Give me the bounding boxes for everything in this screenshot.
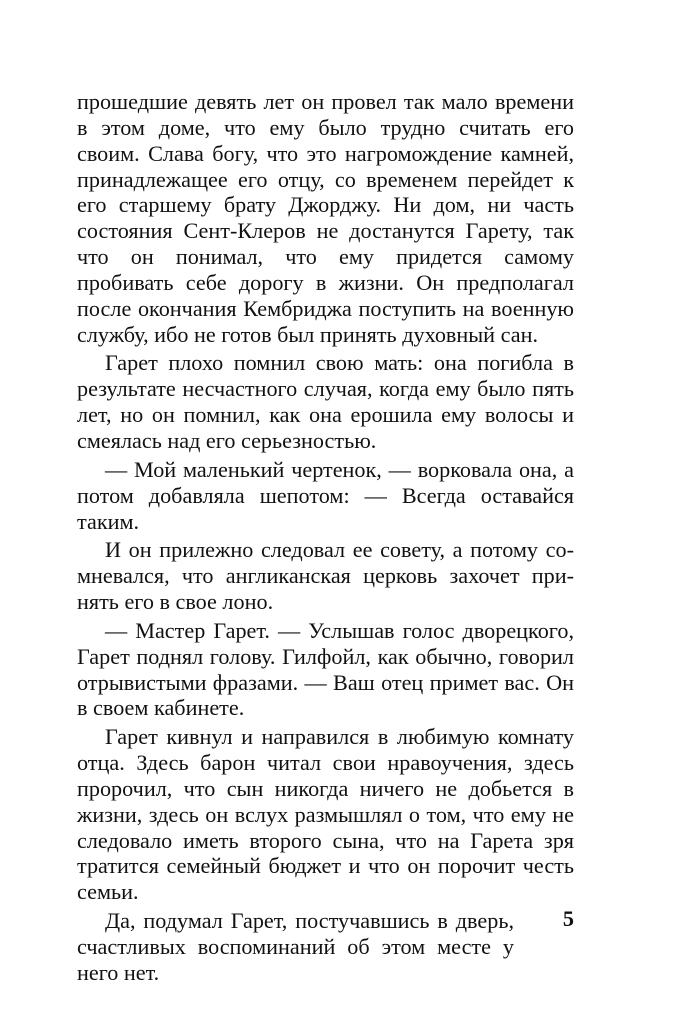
- paragraph: И он прилежно следовал ее совету, а потому сомневался, что англиканская церковь захочет принять его в свое лоно.: [77, 537, 574, 615]
- paragraph: — Мастер Гарет. — Услышав голос дворецкого, Гарет поднял голову. Гилфойл, как обычно, говорил отрывистыми фразами. — Ваш отец примет вас. Он в своем кабинете.: [77, 617, 574, 721]
- page-number: 5: [562, 906, 574, 931]
- paragraph: Гарет плохо помнил свою мать: она погибла в результате несчастного случая, когда ему было пять лет, но он помнил, как она ерошила ему волосы и смеялась над его серьезностью.: [77, 350, 574, 453]
- paragraph: — Мой маленький чертенок, — ворковала она, а потом добавляла шепотом: — Всегда оставайся таким.: [77, 456, 574, 534]
- paragraph: прошедшие девять лет он провел так мало времени в этом доме, что ему было трудно считать его своим. Слава богу, что это нагромождение камней, принадлежащее его отцу, со временем перейдет к его старшему брату Джорджу. Ни дом, ни часть состояния Сент-Клеров не достанутся Гарету, так что он понимал, что ему придется самому пробивать себе дорогу в жизни. Он предполагал после окончания Кембриджа поступить на военную службу, ибо не готов был принять духовный сан.: [77, 89, 574, 347]
- paragraph: Да, подумал Гарет, постучавшись в дверь, счастливых воспоминаний об этом месте у него нет.: [77, 908, 514, 985]
- body-text: [77, 89, 574, 986]
- paragraph: Гарет кивнул и направился в любимую комнату отца. Здесь барон читал свои нравоучения, здесь пророчил, что сын никогда ничего не добьется в жизни, здесь он вслух размышлял о том, что ему не следовало иметь второго сына, что на Гарета зря тратится семейный бюджет и что он порочит честь семьи.: [77, 724, 574, 905]
